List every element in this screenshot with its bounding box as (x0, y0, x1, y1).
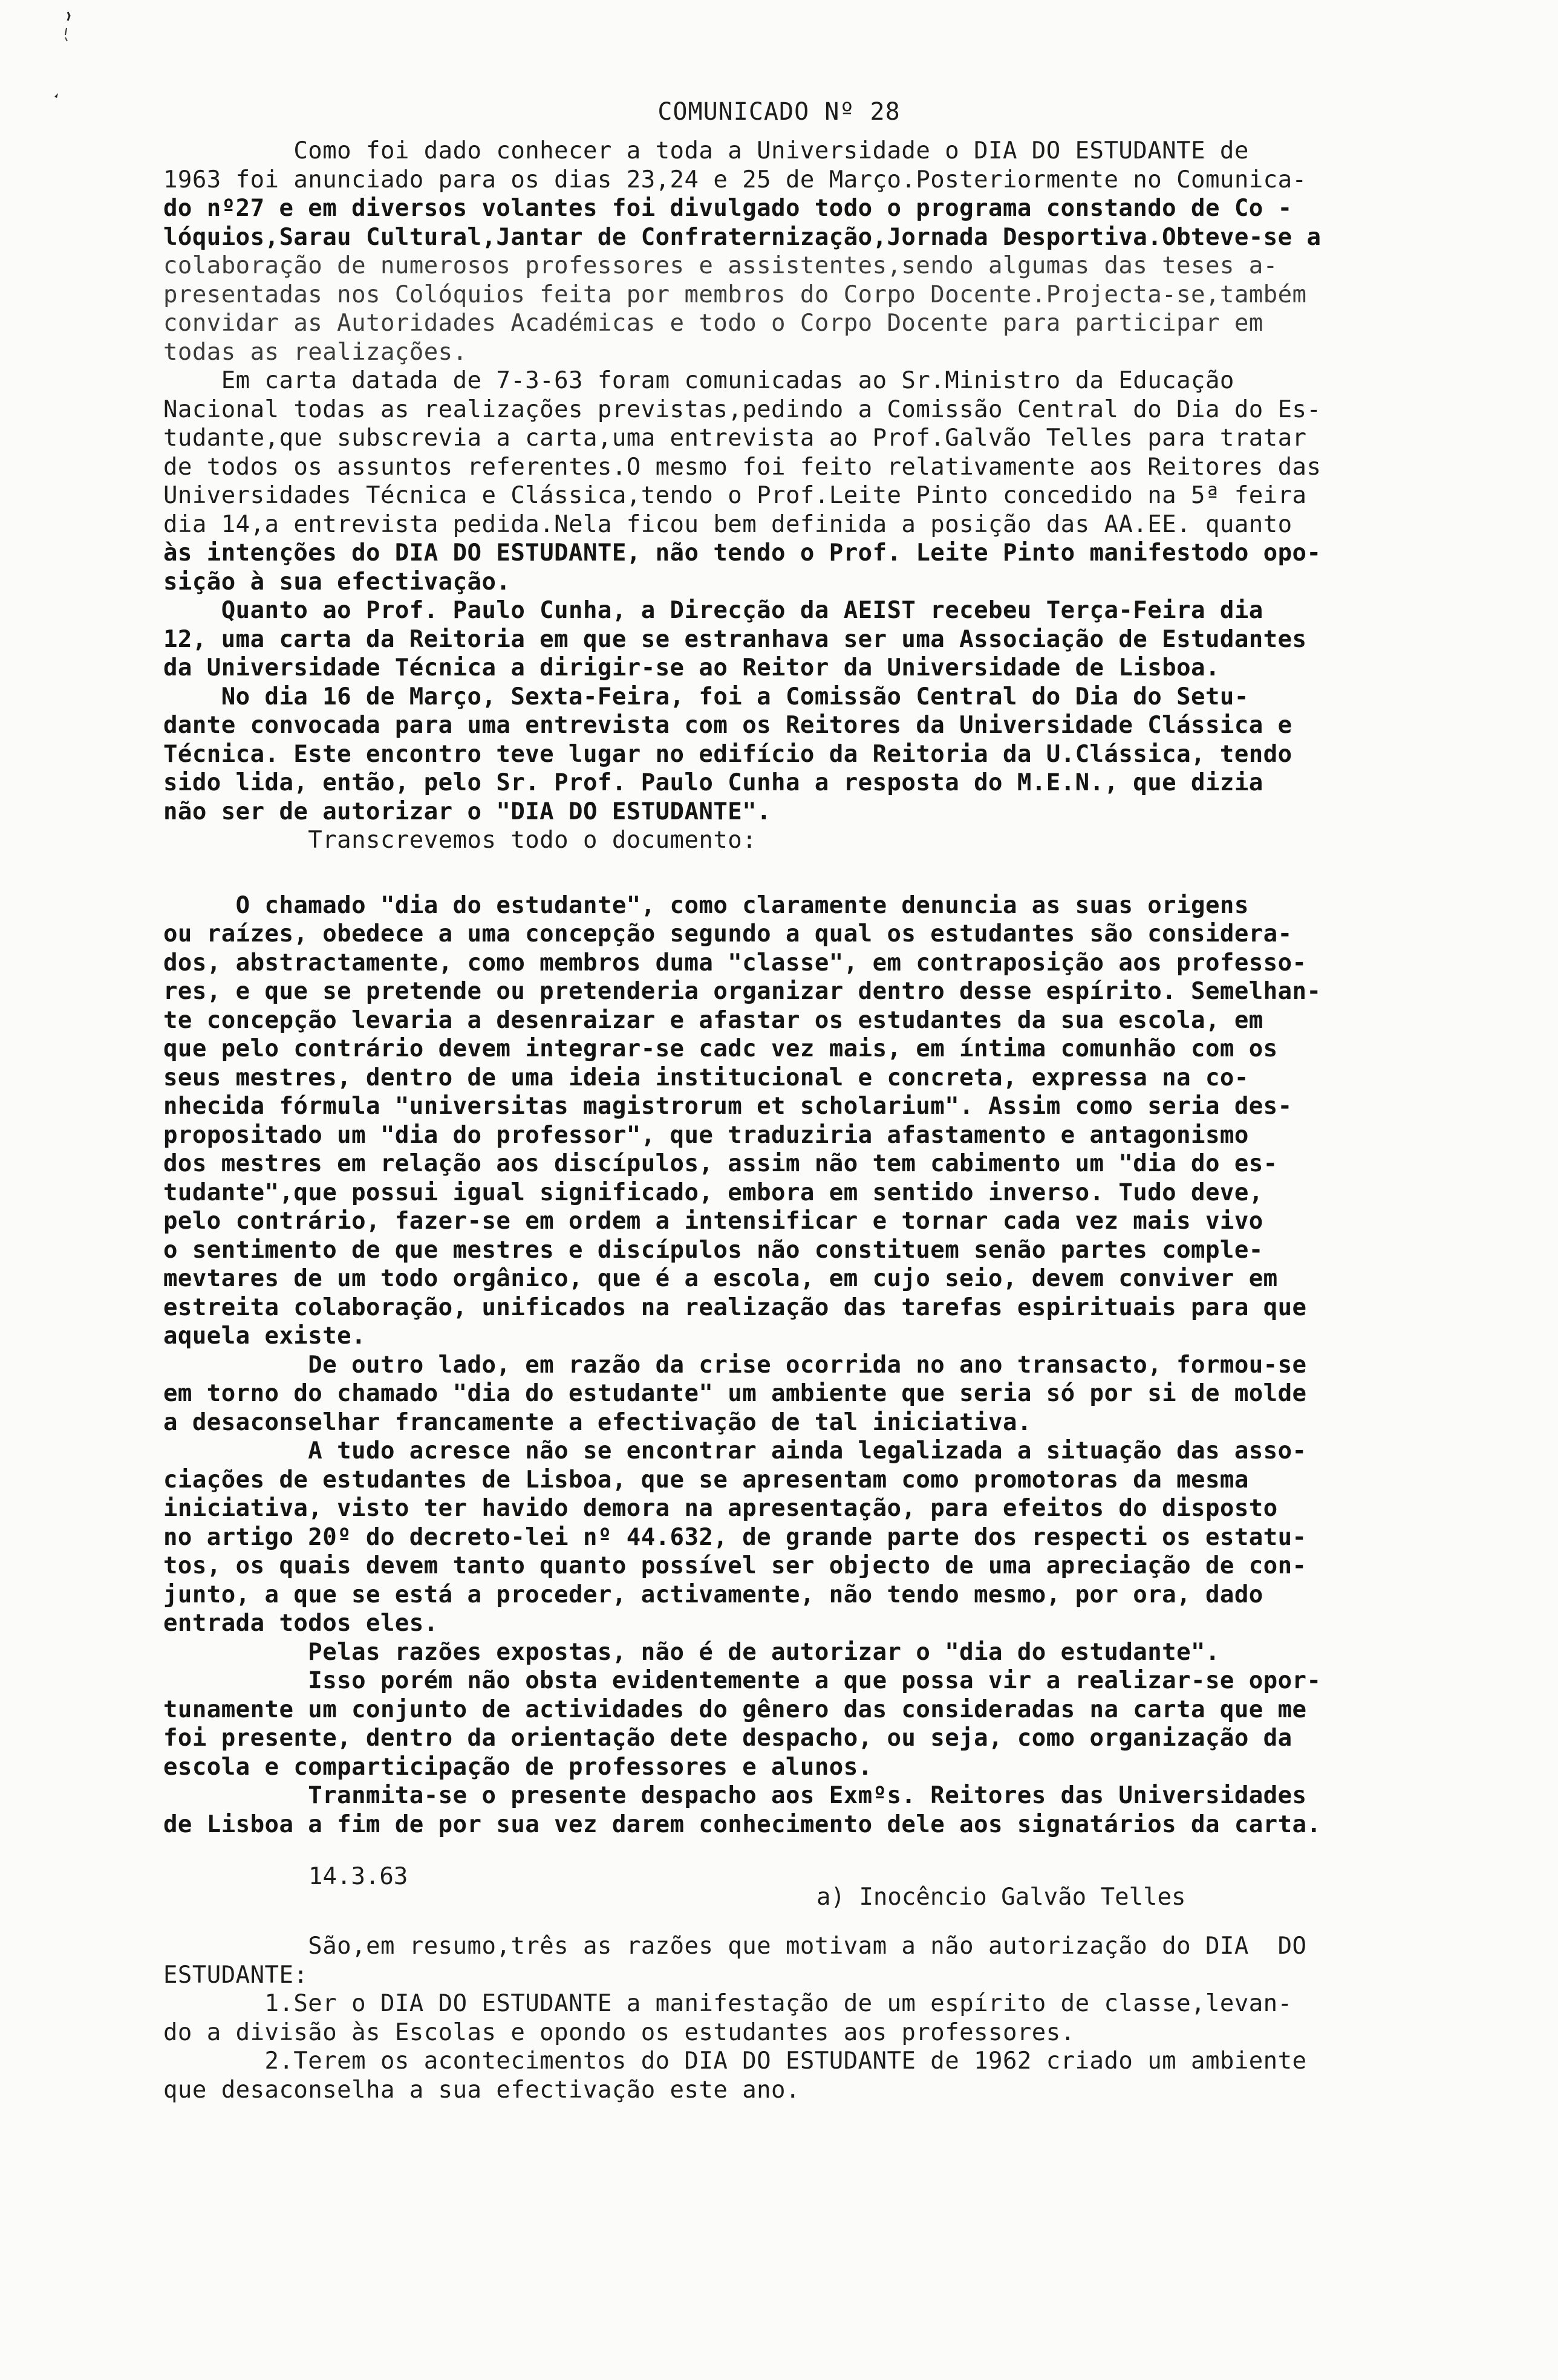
text-line: da Universidade Técnica a dirigir-se ao Reitor da Universidade de Lisboa. (163, 654, 1220, 681)
document-body (163, 137, 1464, 2104)
signature-block (163, 1863, 1464, 1911)
spacer (163, 1911, 1464, 1932)
text-line: lóquios,Sarau Cultural,Jantar de Confraternização,Jornada Desportiva.Obteve-se a (163, 223, 1322, 251)
text-line: estreita colaboração, unificados na realização das tarefas espirituais para que (163, 1293, 1307, 1321)
document-title: COMUNICADO Nº 28 (657, 98, 901, 126)
text-line: nhecida fórmula "universitas magistrorum et scholarium". Assim como seria des- (163, 1093, 1292, 1120)
text-line: iniciativa, visto ter havido demora na apresentação, para efeitos do disposto (163, 1495, 1278, 1522)
text-line: 1963 foi anunciado para os dias 23,24 e 25 de Março.Posteriormente no Comunica- (163, 166, 1307, 193)
text-line: do a divisão às Escolas e opondo os estudantes aos professores. (163, 2018, 1075, 2046)
text-line: a desaconselhar francamente a efectivação de tal iniciativa. (163, 1408, 1032, 1436)
text-line: entrada todos eles. (163, 1610, 438, 1637)
text-line: De outro lado, em razão da crise ocorrida no ano transacto, formou-se (163, 1351, 1307, 1379)
text-line: Isso porém não obsta evidentemente a que possa vir a realizar-se opor- (163, 1667, 1322, 1694)
text-line: seus mestres, dentro de uma ideia institucional e concreta, expressa na co- (163, 1064, 1249, 1091)
text-line: Quanto ao Prof. Paulo Cunha, a Direcção da AEIST recebeu Terça-Feira dia (163, 597, 1263, 624)
text-line: tudante,que subscrevia a carta,uma entrevista ao Prof.Galvão Telles para tratar (163, 424, 1307, 452)
text-line: te concepção levaria a desenraizar e afastar os estudantes da sua escola, em (163, 1006, 1263, 1034)
quoted-despacho-5 (163, 1666, 1464, 1781)
text-line: do nº27 e em diversos volantes foi divulgado todo o programa constando de Co - (163, 195, 1292, 222)
text-line: 2.Terem os acontecimentos do DIA DO ESTUDANTE de 1962 criado um ambiente (163, 2047, 1307, 2075)
text-line: de Lisboa a fim de por sua vez darem conhecimento dele aos signatários da carta. (163, 1810, 1322, 1838)
text-line: No dia 16 de Março, Sexta-Feira, foi a Comissão Central do Dia do Setu- (163, 683, 1249, 710)
quoted-despacho-1 (163, 891, 1464, 1351)
text-line: que pelo contrário devem integrar-se cadc vez mais, em íntima comunhão com os (163, 1035, 1278, 1062)
text-line: dante convocada para uma entrevista com os Reitores da Universidade Clássica e (163, 712, 1292, 739)
quoted-despacho-6 (163, 1781, 1464, 1839)
text-line: não ser de autorizar o "DIA DO ESTUDANTE". (163, 798, 772, 825)
text-line: escola e comparticipação de professores e alunos. (163, 1753, 873, 1781)
text-line: convidar as Autoridades Académicas e todo o Corpo Docente para participar em (163, 310, 1263, 337)
text-line: em torno do chamado "dia do estudante" um ambiente que seria só por si de molde (163, 1380, 1307, 1407)
text-line: tos, os quais devem tanto quanto possível ser objecto de uma apreciação de con- (163, 1552, 1307, 1579)
spacer (163, 855, 1464, 891)
text-line: propositado um "dia do professor", que traduziria afastamento e antagonismo (163, 1121, 1249, 1149)
paragraph-intro (163, 137, 1464, 366)
text-line: Universidades Técnica e Clássica,tendo o Prof.Leite Pinto concedido na 5ª feira (163, 482, 1307, 509)
signature-date: 14.3.63 (308, 1863, 408, 1890)
text-line: às intenções do DIA DO ESTUDANTE, não tendo o Prof. Leite Pinto manifestodo opo- (163, 539, 1322, 567)
text-line: ciações de estudantes de Lisboa, que se apresentam como promotoras da mesma (163, 1466, 1249, 1494)
text-line: Técnica. Este encontro teve lugar no edifício da Reitoria da U.Clássica, tendo (163, 740, 1292, 768)
text-line: junto, a que se está a proceder, activamente, não tendo mesmo, por ora, dado (163, 1581, 1263, 1608)
text-line: 1.Ser o DIA DO ESTUDANTE a manifestação de um espírito de classe,levan- (163, 1990, 1292, 2017)
text-line: 12, uma carta da Reitoria em que se estranhava ser uma Associação de Estudantes (163, 625, 1307, 653)
text-line: foi presente, dentro da orientação dete despacho, ou seja, como organização da (163, 1725, 1292, 1752)
text-line: tudante",que possui igual significado, embora em sentido inverso. Tudo deve, (163, 1179, 1263, 1206)
text-line: Em carta datada de 7-3-63 foram comunicadas ao Sr.Ministro da Educação (163, 367, 1234, 394)
text-line: sição à sua efectivação. (163, 568, 511, 596)
quoted-despacho-3 (163, 1437, 1464, 1638)
text-line: dos, abstractamente, como membros duma "classe", em contraposição aos professo- (163, 949, 1307, 977)
text-line: Pelas razões expostas, não é de autorizar o "dia do estudante". (163, 1638, 1220, 1666)
text-line: de todos os assuntos referentes.O mesmo foi feito relativamente aos Reitores das (163, 453, 1322, 481)
spacer (163, 1839, 1464, 1863)
text-line: mevtares de um todo orgânico, que é a escola, em cujo seio, devem conviver em (163, 1265, 1278, 1292)
text-line: o sentimento de que mestres e discípulos não constituem senão partes comple- (163, 1236, 1263, 1264)
text-line: todas as realizações. (163, 338, 468, 366)
text-line: no artigo 20º do decreto-lei nº 44.632, de grande parte dos respecti os estatu- (163, 1523, 1307, 1551)
quoted-despacho-4 (163, 1638, 1464, 1667)
text-line: dia 14,a entrevista pedida.Nela ficou bem definida a posição das AA.EE. quanto (163, 510, 1292, 538)
text-line: A tudo acresce não se encontrar ainda legalizada a situação das asso- (163, 1437, 1307, 1465)
paragraph-meeting (163, 683, 1464, 827)
text-line: sido lida, então, pelo Sr. Prof. Paulo Cunha a resposta do M.E.N., que dizia (163, 769, 1263, 796)
text-line: res, e que se pretende ou pretenderia organizar dentro desse espírito. Semelhan- (163, 978, 1322, 1005)
text-line: Como foi dado conhecer a toda a Universidade o DIA DO ESTUDANTE de (163, 137, 1249, 164)
paragraph-letter (163, 366, 1464, 596)
text-line: aquela existe. (163, 1322, 367, 1350)
signature-name: a) Inocêncio Galvão Telles (816, 1884, 1186, 1911)
text-line: ESTUDANTE: (163, 1961, 308, 1989)
pen-mark-icon (53, 7, 77, 98)
quoted-despacho-2 (163, 1351, 1464, 1437)
text-line: dos mestres em relação aos discípulos, assim não tem cabimento um "dia do es- (163, 1150, 1278, 1177)
text-line: São,em resumo,três as razões que motivam a não autorização do DIA DO (163, 1933, 1307, 1960)
text-line: pelo contrário, fazer-se em ordem a intensificar e tornar cada vez mais vivo (163, 1208, 1263, 1235)
summary-section (163, 1932, 1464, 2104)
text-line: O chamado "dia do estudante", como claramente denuncia as suas origens (163, 891, 1249, 919)
text-line: presentadas nos Colóquios feita por membros do Corpo Docente.Projecta-se,também (163, 281, 1307, 308)
text-line: ou raízes, obedece a uma concepção segundo a qual os estudantes são considera- (163, 920, 1292, 948)
paragraph-paulo-cunha (163, 596, 1464, 683)
paragraph-transcription-intro (163, 826, 1464, 855)
text-line: colaboração de numerosos professores e assistentes,sendo algumas das teses a- (163, 252, 1278, 279)
text-line: Transcrevemos todo o documento: (163, 827, 757, 854)
text-line: Nacional todas as realizações previstas,pedindo a Comissão Central do Dia do Es- (163, 395, 1322, 423)
text-line: tunamente um conjunto de actividades do gênero das consideradas na carta que me (163, 1696, 1307, 1723)
text-line: que desaconselha a sua efectivação este ano. (163, 2076, 800, 2104)
text-line: Tranmita-se o presente despacho aos Exmºs. Reitores das Universidades (163, 1782, 1307, 1809)
